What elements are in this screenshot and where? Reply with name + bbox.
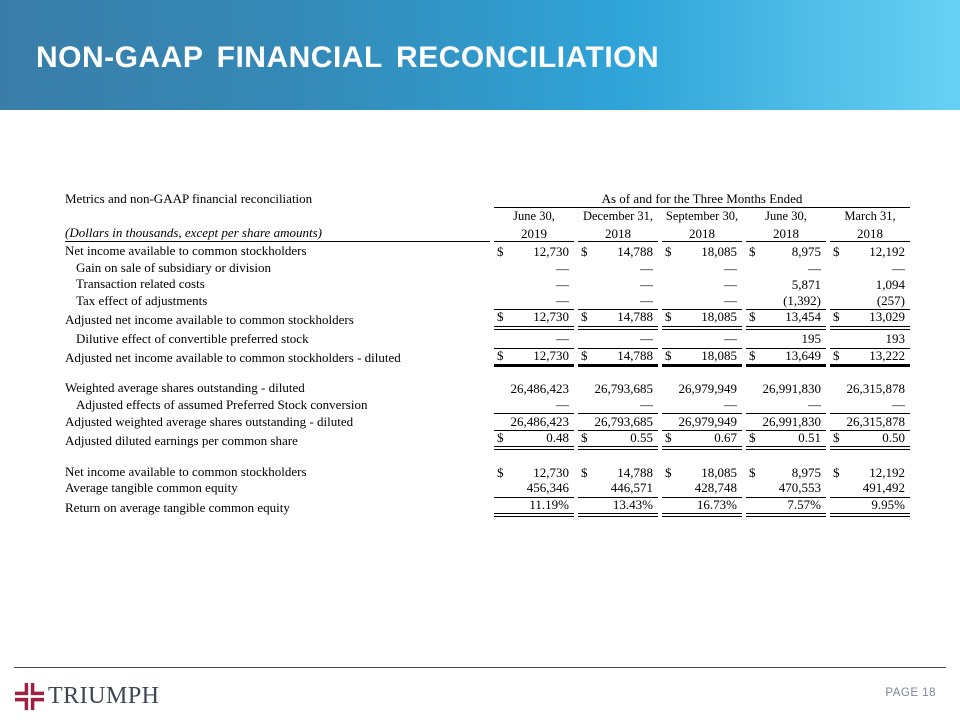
dollar-sign: $ [749,464,756,480]
row-label: Weighted average shares outstanding - diluted [65,380,305,396]
cell-value: 18,085 [701,347,737,363]
row-label: Net income available to common stockholders [65,463,307,479]
table-row [65,431,910,448]
value-cell [746,349,826,367]
cell-value: — [556,331,569,347]
value-cell [830,398,910,415]
value-cell [578,277,658,294]
cell-value: — [640,331,653,347]
dollar-sign: $ [665,429,672,445]
cell-value: 11.19% [529,496,569,512]
cell-value: 26,979,949 [678,413,737,429]
value-cell [494,498,574,517]
dollar-sign: $ [581,244,588,260]
row-label: Net income available to common stockholders [65,243,307,259]
value-cell [494,244,574,261]
cell-value: 7.57% [787,496,821,512]
table-row [65,332,910,349]
cell-value: 8,975 [791,464,821,480]
table-row [65,465,910,482]
value-cell [662,381,742,398]
footer-divider [14,667,946,668]
row-label: Average tangible common equity [65,480,238,496]
value-cell [578,332,658,349]
cell-value: 26,486,423 [510,413,569,429]
cell-value: 12,192 [869,464,905,480]
cell-value: 12,730 [533,244,569,260]
period-span-header: As of and for the Three Months Ended [494,192,910,208]
column-year: 2018 [746,225,826,242]
cell-value: — [640,293,653,309]
page-title: NON-GAAP FINANCIAL RECONCILIATION [36,41,660,74]
dollar-sign: $ [497,347,504,363]
row-label: Adjusted net income available to common stockholders - diluted [65,349,401,365]
value-cell [494,465,574,482]
cell-value: — [724,397,737,413]
cell-value: 13,222 [869,347,905,363]
row-label: Adjusted diluted earnings per common share [65,432,298,448]
cell-value: — [808,397,821,413]
cell-value: 428,748 [694,480,737,496]
value-cell [746,465,826,482]
dollar-sign: $ [749,309,756,325]
value-cell [746,261,826,278]
value-cell [830,294,910,311]
cell-value: — [640,260,653,276]
dollar-sign: $ [833,309,840,325]
cell-value: — [892,260,905,276]
value-cell [578,294,658,311]
value-cell [746,310,826,329]
value-cell [494,332,574,349]
value-cell [662,277,742,294]
dollar-sign: $ [581,429,588,445]
value-cell [578,261,658,278]
dollar-sign: $ [833,244,840,260]
value-cell [578,381,658,398]
table-left-header [65,192,490,242]
table-row [65,244,910,261]
row-label: Return on average tangible common equity [65,499,290,515]
cell-value: — [724,293,737,309]
cell-value: — [556,293,569,309]
page-number: PAGE 18 [885,687,936,699]
value-cell [578,481,658,498]
dollar-sign: $ [581,347,588,363]
cell-value: 491,492 [862,480,905,496]
column-year: 2018 [578,225,658,242]
dollar-sign: $ [749,429,756,445]
table-row [65,414,910,431]
cell-value: 193 [885,331,905,347]
header-band [0,0,960,110]
value-cell [746,414,826,431]
cell-value: 13.43% [612,496,653,512]
value-cell [830,498,910,517]
value-cell [830,431,910,450]
cell-value: — [724,277,737,293]
cell-value: 26,991,830 [762,413,821,429]
dollar-sign: $ [497,464,504,480]
value-cell [830,349,910,367]
table-body [65,244,910,514]
dollar-sign: $ [665,464,672,480]
column-month: June 30, [513,209,555,224]
value-cell [494,310,574,329]
column-year: 2018 [662,225,742,242]
cell-value: 195 [801,331,821,347]
value-cell [494,277,574,294]
cell-value: 470,553 [778,480,821,496]
cell-value: 26,315,878 [846,381,905,397]
value-cell [662,310,742,329]
value-cell [662,398,742,415]
value-cell [662,349,742,367]
dollar-sign: $ [665,309,672,325]
value-cell [494,481,574,498]
cell-value: — [724,260,737,276]
table-row [65,310,910,327]
value-cell [830,414,910,431]
value-cell [746,431,826,450]
cell-value: 13,454 [785,309,821,325]
value-cell [494,414,574,431]
value-cell [578,244,658,261]
cell-value: 18,085 [701,309,737,325]
cell-value: 0.51 [798,429,821,445]
section-gap [65,365,910,381]
value-cell [578,465,658,482]
value-cell [662,414,742,431]
value-cell [662,498,742,517]
cell-value: 26,793,685 [594,381,653,397]
table-row [65,261,910,278]
dollar-sign: $ [497,244,504,260]
value-cell [830,310,910,329]
cell-value: — [892,397,905,413]
column-month: September 30, [665,209,739,224]
value-cell [746,332,826,349]
table-row [65,498,910,515]
units-note: (Dollars in thousands, except per share amounts) [65,224,322,240]
table-row [65,294,910,311]
dollar-sign: $ [749,244,756,260]
brand-lockup [14,681,160,712]
cell-value: — [556,397,569,413]
cell-value: 0.50 [882,429,905,445]
cell-value: 14,788 [617,244,653,260]
cell-value: 8,975 [791,244,821,260]
value-cell [662,431,742,450]
cell-value: 0.55 [630,429,653,445]
cell-value: (257) [876,293,905,309]
value-cell [578,414,658,431]
column-year: 2018 [830,225,910,242]
cell-value: 1,094 [875,277,905,293]
cell-value: — [556,277,569,293]
value-cell [662,261,742,278]
column-month: December 31, [582,209,654,224]
value-cell [746,398,826,415]
table-head [65,192,910,242]
value-cell [830,381,910,398]
cell-value: 18,085 [701,244,737,260]
cell-value: 456,346 [526,480,569,496]
brand-name: TRIUMPH [48,683,160,709]
row-label: Transaction related costs [76,276,205,292]
value-cell [494,261,574,278]
cell-value: 13,649 [785,347,821,363]
dollar-sign: $ [833,464,840,480]
value-cell [830,481,910,498]
value-cell [578,398,658,415]
cell-value: 12,730 [533,309,569,325]
value-cell [662,481,742,498]
dollar-sign: $ [497,309,504,325]
value-cell [578,310,658,329]
value-cell [662,332,742,349]
row-label: Tax effect of adjustments [76,293,208,309]
value-cell [578,498,658,517]
table-row [65,481,910,498]
cell-value: 14,788 [617,347,653,363]
triumph-cross-logo-icon [14,681,45,712]
cell-value: 13,029 [869,309,905,325]
cell-value: 26,991,830 [762,381,821,397]
value-cell [746,498,826,517]
value-cell [830,244,910,261]
cell-value: 14,788 [617,464,653,480]
cell-value: (1,392) [783,293,821,309]
cell-value: 26,793,685 [594,413,653,429]
metrics-heading: Metrics and non-GAAP financial reconciliation [65,191,313,206]
dollar-sign: $ [497,429,504,445]
dollar-sign: $ [665,347,672,363]
value-cell [494,349,574,367]
dollar-sign: $ [581,309,588,325]
value-cell [494,381,574,398]
value-cell [662,465,742,482]
value-cell [662,294,742,311]
row-label: Adjusted effects of assumed Preferred Stock conversion [76,397,368,413]
cell-value: — [556,260,569,276]
cell-value: 26,315,878 [846,413,905,429]
dollar-sign: $ [665,244,672,260]
dollar-sign: $ [833,429,840,445]
value-cell [746,481,826,498]
cell-value: 26,979,949 [678,381,737,397]
row-label: Adjusted weighted average shares outstanding - diluted [65,413,354,429]
table-row [65,398,910,415]
column-month: June 30, [765,209,807,224]
cell-value: 16.73% [696,496,737,512]
value-cell [746,381,826,398]
cell-value: 5,871 [791,277,821,293]
cell-value: 14,788 [617,309,653,325]
value-cell [578,349,658,367]
column-year: 2019 [494,225,574,242]
cell-value: 446,571 [610,480,653,496]
dollar-sign: $ [749,347,756,363]
value-cell [830,465,910,482]
value-cell [494,398,574,415]
cell-value: 0.48 [546,429,569,445]
value-cell [494,431,574,450]
cell-value: 12,730 [533,464,569,480]
cell-value: — [808,260,821,276]
table-row [65,381,910,398]
cell-value: 0.67 [714,429,737,445]
cell-value: 12,730 [533,347,569,363]
dollar-sign: $ [581,464,588,480]
financial-table [65,192,910,514]
row-label: Adjusted net income available to common stockholders [65,312,354,328]
value-cell [830,332,910,349]
cell-value: 18,085 [701,464,737,480]
value-cell [830,277,910,294]
value-cell [746,294,826,311]
value-cell [578,431,658,450]
cell-value: — [640,277,653,293]
value-cell [830,261,910,278]
cell-value: 26,486,423 [510,381,569,397]
table-row [65,349,910,366]
value-cell [494,294,574,311]
column-month: March 31, [844,209,896,224]
table-row [65,277,910,294]
value-cell [746,244,826,261]
dollar-sign: $ [833,347,840,363]
cell-value: 9.95% [871,496,905,512]
row-label: Dilutive effect of convertible preferred stock [76,331,309,347]
row-label: Gain on sale of subsidiary or division [76,259,271,275]
value-cell [662,244,742,261]
cell-value: 12,192 [869,244,905,260]
value-cell [746,277,826,294]
cell-value: — [640,397,653,413]
cell-value: — [724,331,737,347]
